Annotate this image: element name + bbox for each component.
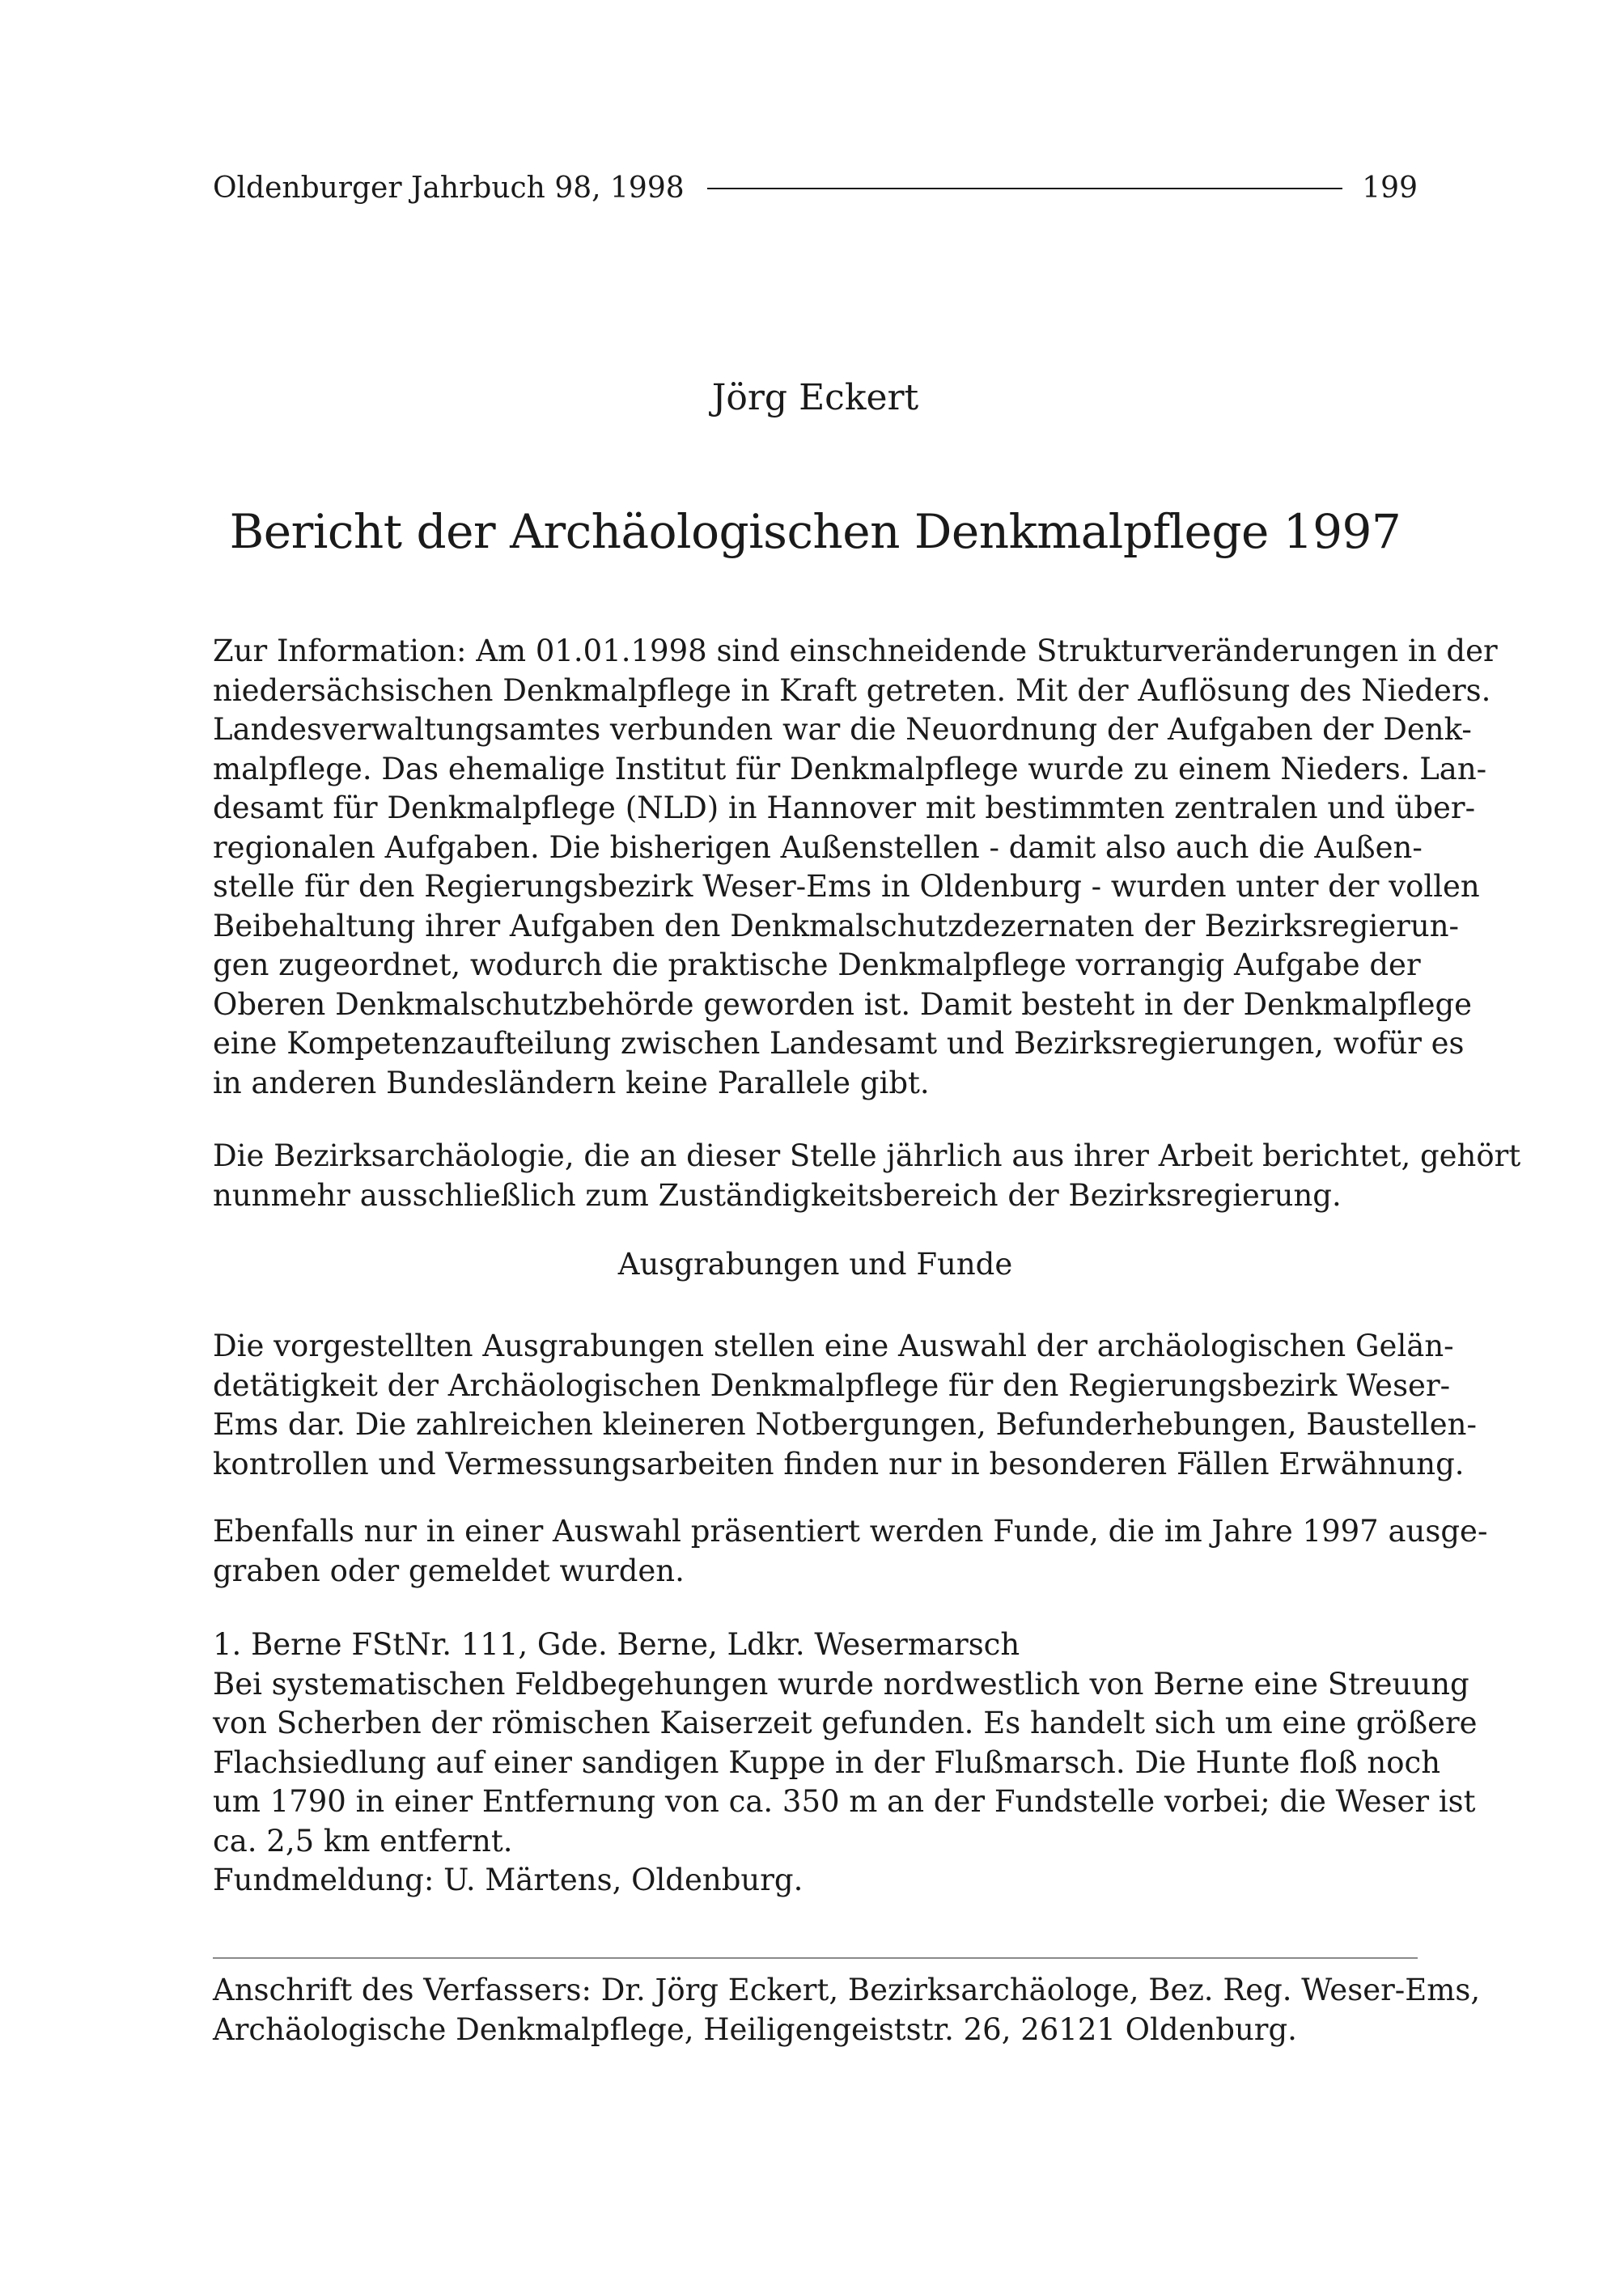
- text-line: Oberen Denkmalschutzbehörde geworden ist. Damit besteht in der Denkmalpflege: [213, 986, 1473, 1022]
- header-rule: [707, 188, 1343, 189]
- text-line: Die vorgestellten Ausgrabungen stellen eine Auswahl der archäologischen Gelän-: [213, 1329, 1454, 1363]
- find-entry-1: [213, 1625, 1478, 1901]
- text-line: Anschrift des Verfassers: Dr. Jörg Eckert, Bezirksarchäologe, Bez. Reg. Weser-Ems,: [213, 1973, 1481, 2007]
- text-line: Bei systematischen Feldbegehungen wurde nordwestlich von Berne eine Streuung: [213, 1666, 1469, 1702]
- text-line: um 1790 in einer Entfernung von ca. 350 m an der Fundstelle vorbei; die Weser ist: [213, 1784, 1476, 1819]
- text-line: gen zugeordnet, wodurch die praktische Denkmalpflege vorrangig Aufgabe der: [213, 947, 1421, 982]
- text-line: kontrollen und Vermessungsarbeiten finden nur in besonderen Fällen Erwähnung.: [213, 1446, 1465, 1481]
- text-line: ca. 2,5 km entfernt.: [213, 1823, 513, 1859]
- grabungen-paragraph: [213, 1327, 1477, 1484]
- text-line: regionalen Aufgaben. Die bisherigen Außenstellen - damit also auch die Außen-: [213, 829, 1423, 865]
- text-line: nunmehr ausschließlich zum Zuständigkeitsbereich der Bezirksregierung.: [213, 1177, 1342, 1213]
- find-report: Fundmeldung: U. Märtens, Oldenburg.: [213, 1863, 804, 1897]
- bezirk-paragraph: [213, 1137, 1521, 1215]
- running-header: [213, 168, 1418, 209]
- author-address-footnote: [213, 1971, 1481, 2049]
- text-line: Zur Information: Am 01.01.1998 sind einschneidende Strukturveränderungen in der: [213, 634, 1498, 668]
- text-line: Ebenfalls nur in einer Auswahl präsentiert werden Funde, die im Jahre 1997 ausge-: [213, 1514, 1488, 1549]
- text-line: in anderen Bundesländern keine Parallele gibt.: [213, 1065, 930, 1100]
- section-heading: Ausgrabungen und Funde: [617, 1247, 1013, 1282]
- text-line: stelle für den Regierungsbezirk Weser-Ems in Oldenburg - wurden unter der vollen: [213, 869, 1480, 904]
- text-line: niedersächsischen Denkmalpflege in Kraft getreten. Mit der Auflösung des Nieders.: [213, 672, 1491, 708]
- text-line: desamt für Denkmalpflege (NLD) in Hannover mit bestimmten zentralen und über-: [213, 790, 1476, 825]
- footnote-rule: [213, 1957, 1418, 1959]
- author-name: Jörg Eckert: [711, 377, 919, 418]
- text-line: von Scherben der römischen Kaiserzeit gefunden. Es handelt sich um eine größere: [213, 1706, 1478, 1740]
- entry-heading: 1. Berne FStNr. 111, Gde. Berne, Ldkr. Wesermarsch: [213, 1627, 1020, 1662]
- text-line: Ems dar. Die zahlreichen kleineren Notbergungen, Befunderhebungen, Baustellen-: [213, 1407, 1477, 1442]
- article-title: Bericht der Archäologischen Denkmalpflege 1997: [229, 504, 1401, 559]
- text-line: Archäologische Denkmalpflege, Heiligengeiststr. 26, 26121 Oldenburg.: [213, 2011, 1297, 2047]
- intro-paragraph: [213, 632, 1498, 1103]
- text-line: Beibehaltung ihrer Aufgaben den Denkmalschutzdezernaten der Bezirksregierun-: [213, 908, 1460, 943]
- funde-paragraph: [213, 1512, 1488, 1591]
- text-line: detätigkeit der Archäologischen Denkmalpflege für den Regierungsbezirk Weser-: [213, 1367, 1451, 1403]
- text-line: Landesverwaltungsamtes verbunden war die Neuordnung der Aufgaben der Denk-: [213, 712, 1472, 747]
- page-number: 199: [1362, 172, 1418, 205]
- text-line: graben oder gemeldet wurden.: [213, 1553, 685, 1588]
- journal-citation: Oldenburger Jahrbuch 98, 1998: [213, 172, 685, 205]
- text-line: eine Kompetenzaufteilung zwischen Landesamt und Bezirksregierungen, wofür es: [213, 1026, 1465, 1061]
- text-line: Flachsiedlung auf einer sandigen Kuppe in der Flußmarsch. Die Hunte floß noch: [213, 1744, 1441, 1780]
- text-line: malpflege. Das ehemalige Institut für Denkmalpflege wurde zu einem Nieders. Lan-: [213, 751, 1487, 786]
- text-line: Die Bezirksarchäologie, die an dieser Stelle jährlich aus ihrer Arbeit berichtet, gehört: [213, 1138, 1521, 1173]
